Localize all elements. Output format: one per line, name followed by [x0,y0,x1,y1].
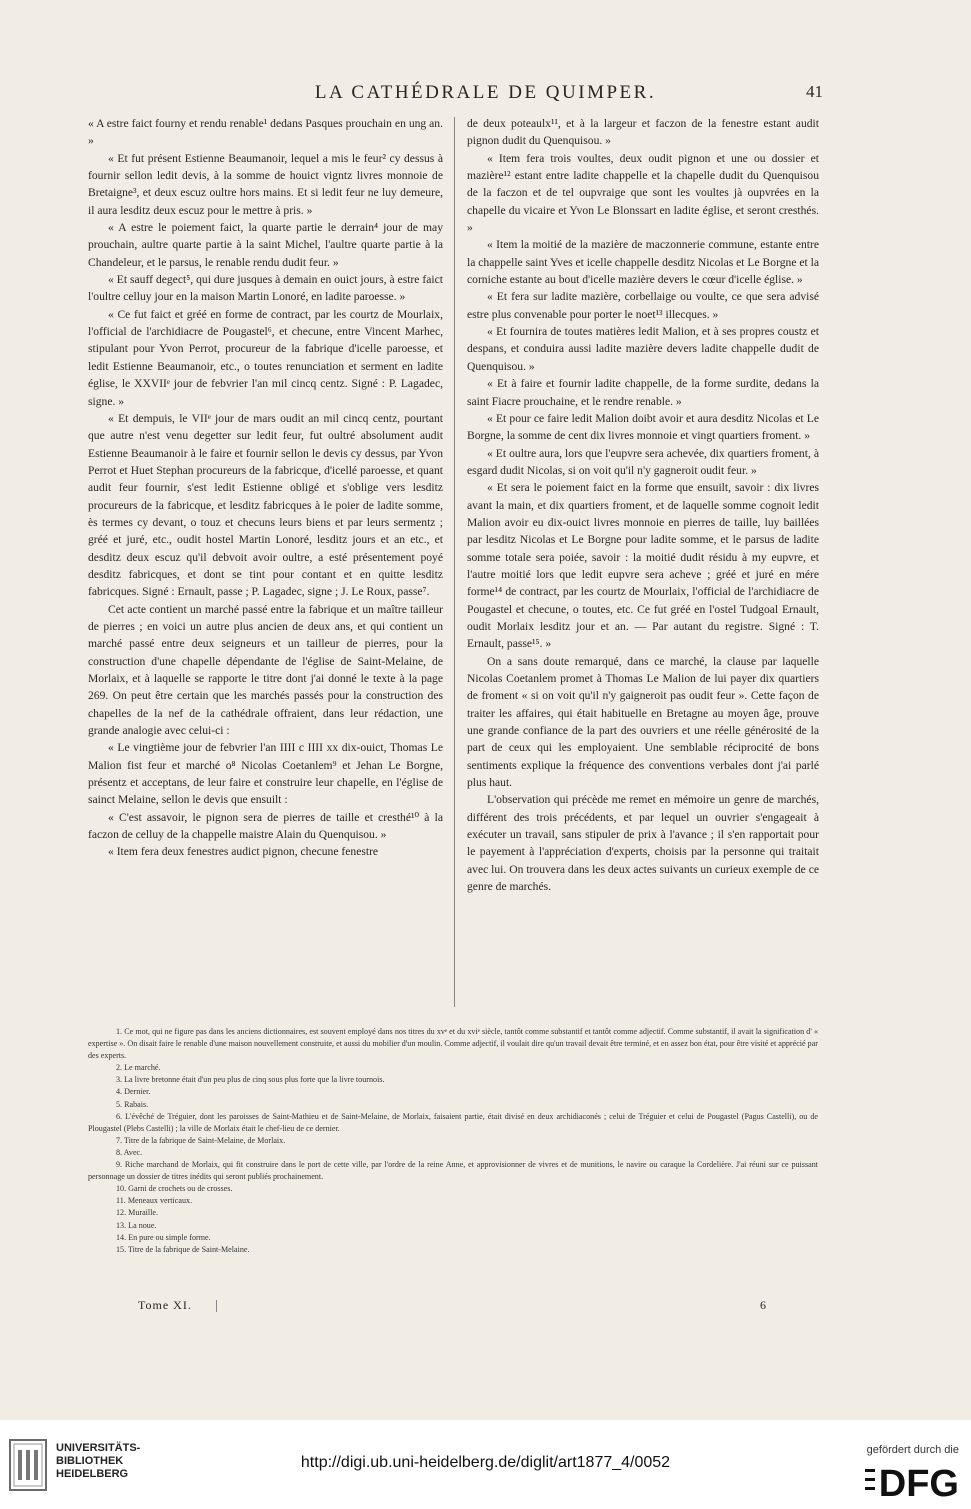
running-title: LA CATHÉDRALE DE QUIMPER. [314,82,657,103]
footnotes [88,1026,818,1256]
paragraph: « Ce fut faict et gréé en forme de contract, par les courtz de Mourlaix, l'official de l'archidiacre de Pougastel⁶, et checune, entre Vincent Marhec, stipulant pour Yvon Perrot, procureur de la fabrique d'icelle paroesse, et ledit Estienne Beaumanoir, etc., o toutes renunciation et serment en ladite église, le XXVIIᵉ jour de febvrier l'an mil cincq centz. Signé : P. Lagadec, signe. » [88,307,443,408]
paragraph: « Et fournira de toutes matières ledit Malion, et à ses propres coustz et despans, et conduira aussi ladite mazière devers ladite chappelle dudit de Quenquisou. » [467,325,819,373]
paragraph: « Item fera deux fenestres audict pignon, checune fenestre [108,845,379,859]
paragraph: Cet acte contient un marché passé entre la fabrique et un maître tailleur de pierres ; en voici un autre plus ancien de deux ans, et qui contient un marché passé entre deux seigneurs et un tailleur de pierres, pour la construction d'une chapelle dépendante de l'église de Saint-Melaine, de Morlaix, et à laquelle se rapporte le titre dont j'ai donné le texte à la page 269. On peut être certain que les marchés passés pour la construction des chapelles de la nef de la cathédrale offraient, dans leur rédaction, une grande analogie avec celui-ci : [88,602,443,738]
dfg-logo-icon[interactable] [863,1463,959,1499]
page-number: 41 [806,82,823,101]
column-divider [454,117,455,1007]
paragraph: « Item la moitié de la mazière de maczonnerie commune, estante entre la chappelle saint Yves et icelle chappelle desditz Nicolas et Le Borgne et la corniche estante au bout d'icelle mazière devers le cœur d'icelle église. » [467,238,819,287]
page-header [0,82,971,106]
page-footer [88,1298,818,1316]
paragraph: « Et fera sur ladite mazière, corbellaige ou voulte, ce que sera advisé estre plus convenable pour porter le noet¹³ illecques. » [467,290,819,321]
paragraph: « A estre faict fourny et rendu renable¹ dedans Pasques prouchain en ung an. » [88,117,443,148]
signature-mark: 6 [760,1298,766,1312]
paragraph: « Et à faire et fournir ladite chappelle, de la forme surdite, dedans la saint Fiacre prouchaine, et le rendre renable. » [467,377,819,408]
university-name[interactable]: UNIVERSITÄTS- BIBLIOTHEK HEIDELBERG [56,1442,141,1480]
paragraph: « Le vingtième jour de febvrier l'an IIII c IIII xx dix-ouict, Thomas Le Malion fist feur et marché o⁸ Nicolas Coetanlem⁹ et Jehan Le Borgne, présentz et acceptans, de leur faire et construire leur chapelle, en l'église de sainct Melaine, sellon le devis que ensuilt : [88,741,443,807]
paragraph: « Et pour ce faire ledit Malion doibt avoir et aura desditz Nicolas et Le Borgne, la somme de cent dix livres monnoie et vingt quartiers froment. » [467,411,819,443]
funding-label: gefördert durch die [866,1444,959,1456]
footnote: 11. Meneaux verticaux. [116,1196,193,1206]
paragraph: « Et sauff degect⁵, qui dure jusques à demain en ouict jours, à estre faict l'oultre celluy jour en la maison Martin Lonoré, en ladite paroesse. » [88,273,443,304]
footnote: 13. La noue. [116,1220,157,1230]
paragraph: « Et oultre aura, lors que l'eupvre sera achevée, dix quartiers froment, à esgard dudit Nicolas, si on voit qu'il n'y gagneroit oudit feur. » [467,446,819,477]
right-column [467,115,819,895]
footnote: 3. La livre bretonne était d'un peu plus de cinq sous plus forte que la livre tournois. [116,1075,385,1085]
footnote: 14. En pure ou simple forme. [116,1232,211,1242]
paragraph: On a sans doute remarqué, dans ce marché, la clause par laquelle Nicolas Coetanlem promet à Thomas Le Malion de lui payer dix quartiers de froment « si on voit qu'il n'y gaigneroit pas oudit feur ». Cette façon de traiter les affaires, qui était habituelle en Bretagne au moyen âge, prouve une grande confiance de la part des ouvriers et une réelle générosité de la part de ceux qui les employaient. Une semblable réciprocité de bons sentiments explique la fréquence des conventions verbales dont j'ai parlé plus haut. [467,654,819,790]
volume-label: Tome XI. [138,1298,192,1312]
footnote: 4. Dernier. [116,1087,151,1097]
body-columns [88,115,818,1011]
paragraph: de deux poteaulx¹¹, et à la largeur et faczon de la fenestre estant audit pignon dudit du Quenquisou. » [467,117,819,148]
permalink[interactable]: http://digi.ub.uni-heidelberg.de/diglit/art1877_4/0052 [300,1454,671,1471]
footnote: 9. Riche marchand de Morlaix, qui fit construire dans le port de cette ville, par l'ordre de la reine Anne, et approvisionner de vivres et de munitions, le navire ou caraque la Cordelière. J'ai réuni sur ce puissant personnage un dossier de titres inédits qui seront publiés prochainement. [88,1160,818,1182]
paragraph: « Item fera trois voultes, deux oudit pignon et une ou dossier et mazière¹² estant entre ladite chappelle et la chapelle dudit du Quenquisou de la faczon et de tel oupvraige que sont les voultes jà oupvrées en la chapelle du vicaire et Yvon Le Blonssart en ladite église, et seront cresthés. » [467,151,819,235]
paragraph: « C'est assavoir, le pignon sera de pierres de taille et cresthé¹⁰ à la faczon de celluy de la chappelle maistre Alain du Quenquisou. » [88,810,443,842]
left-column [88,115,443,861]
footnote: 12. Muraille. [116,1208,159,1218]
footnote: 8. Avec. [116,1147,143,1157]
footnote: 6. L'évêché de Tréguier, dont les paroisses de Saint-Mathieu et de Saint-Melaine, de Morlaix, faisaient partie, était divisé en deux archidiaconés ; celui de Tréguier et celui de Pougastel (Pagus Castelli), ou de Plougastel (Plebs Castelli) ; la ville de Morlaix était le chef-lieu de ce dernier. [88,1111,818,1133]
footnote: 5. Rabais. [116,1099,149,1109]
paragraph: « Et dempuis, le VIIᵉ jour de mars oudit an mil cincq centz, pourtant que autre n'est venu degetter sur ledit feur, fut oultré absolument audit Estienne Beaumanoir à le faire et fournir sellon le devis cy dessus, par Yvon Perrot et Huet Stephan procureurs de la fabricque, d'icellé paroesse, et quant audit feur fournir, s'est ledit Estienne obligé et s'oblige vers lesditz procureurs de la fabricque, et lesditz fabricques à le poier de ladite somme, ès termes cy devant, o touz et checuns leurs biens et par leurs sermentz ; gréé et juré, etc., oudit hostel Martin Lonoré, lesditz jours et an etc., et desditz deux escuz qu'il debvoit avoir oultre, a esté présentement poyé desditz fabricques, et dont se tint pour contant et en quitte lesditz fabricques. Signé : Ernault, passe ; P. Lagadec, signe ; J. Le Roux, passe⁷. [88,411,443,599]
footnote: 1. Ce mot, qui ne figure pas dans les anciens dictionnaires, est souvent employé dans nos titres du xvᵉ et du xviᵉ siècle, tantôt comme substantif et tantôt comme adjectif. Comme substantif, il avait la signification d' « expertise ». On disait faire le renable d'une maison nouvellement construite, et aussi du mobilier d'un moulin. Comme adjectif, il voulait dire qu'un travail devait être terminé, et en assez bon état, pour être visité et apprécié par des experts. [88,1027,818,1061]
footnote: 2. Le marché. [116,1063,161,1073]
paragraph: « A estre le poiement faict, la quarte partie le derrain⁴ jour de may prouchain, aultre quarte partie à la saint Michel, l'aultre quarte partie à la Chandeleur, et le parsus, le renable rendu dudit feur. » [88,221,443,269]
paragraph: « Et fut présent Estienne Beaumanoir, lequel a mis le feur² cy dessus à fournir sellon ledit devis, à la somme de houict vigntz livres monnoie de Bretaigne³, et deux escuz oultre hors mains. Et si ledit feur ne luy demeure, il aura lesditz deux escuz pour le mettre à pris. » [88,151,443,217]
footnote: 10. Garni de crochets ou de crosses. [116,1184,233,1194]
footnote: 7. Titre de la fabrique de Saint-Melaine, de Morlaix. [116,1135,286,1145]
footnote: 15. Titre de la fabrique de Saint-Melaine. [116,1244,250,1254]
divider-tick [216,1300,217,1312]
paragraph: L'observation qui précède me remet en mémoire un genre de marchés, différent des trois précédents, et par lequel un ouvrier s'engageait à exécuter un travail, sans stipuler de prix à l'avance ; il s'en rapportait pour le payement à l'appréciation d'experts, choisis par la personne qui traitait avec lui. On trouvera dans les deux actes suivants un curieux exemple de ce genre de marchés. [467,793,819,894]
svg-text:DFG: DFG [878,1463,959,1499]
paragraph: « Et sera le poiement faict en la forme que ensuilt, savoir : dix livres avant la main, et dix quartiers froment, et de laquelle somme cognoit ledit Malion avoir eu dix-ouict livres monnoie en pierres de taille, luy baillées par lesditz Nicolas et Le Borgne pour ladite somme, et le parsus de ladite somme totale sera poiée, savoir : la moitié dudit résidu à my eupvre, et l'autre moitié lors que ledit eupvre sera acheve ; gréé et juré en mére forme¹⁴ de contract, par les courtz de Mourlaix, l'official de l'archidiacre de Pougastel et checune, o toutes, etc. Ce fut gréé en l'ostel Tudgoal Ernault, oudit Morlaix lesditz jour et an. — Par autant du registre. Signé : T. Ernault, passe¹⁵. » [467,481,819,651]
